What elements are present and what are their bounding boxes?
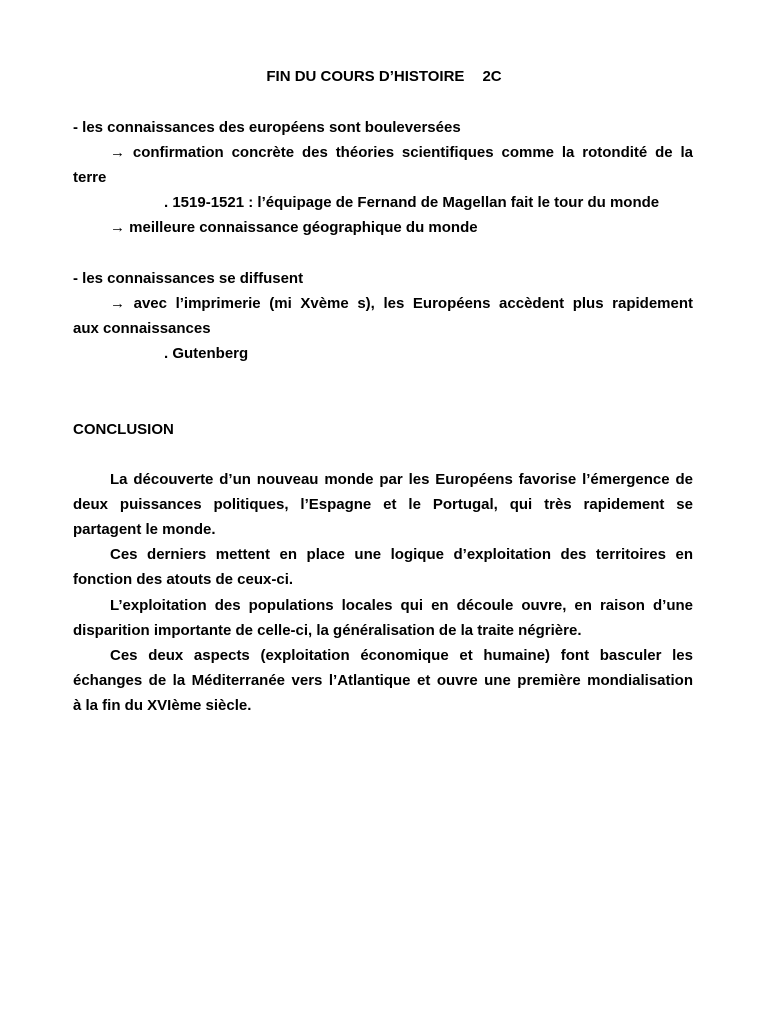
conclusion-p4-line2: échanges de la Méditerranée vers l’Atlantique et ouvre une première mondialisation [73,672,693,689]
conclusion-p1-line2: deux puissances politiques, l’Espagne et le Portugal, qui très rapidement se [73,496,693,513]
class-code: 2C [482,68,502,85]
conclusion-p2-line2: fonction des atouts de ceux-ci. [73,571,294,588]
section2-heading: - les connaissances se diffusent [73,270,304,287]
section1-arrow1-line2: terre [73,169,107,186]
conclusion-p3-line2: disparition importante de celle-ci, la généralisation de la traite négrière. [73,622,582,639]
page-title [0,64,768,89]
title-text: FIN DU COURS D’HISTOIRE [266,68,465,85]
section1-heading: - les connaissances des européens sont bouleversées [73,119,461,136]
section2-sub1: . Gutenberg [164,345,249,362]
section1-arrow1-line1: → confirmation concrète des théories scientifiques comme la rotondité de la [110,144,693,161]
conclusion-p1-line1: La découverte d’un nouveau monde par les Européens favorise l’émergence de [110,471,693,488]
section1-sub1: . 1519-1521 : l’équipage de Fernand de Magellan fait le tour du monde [164,194,660,211]
conclusion-p1-line3: partagent le monde. [73,521,216,538]
section2-arrow1-line1: → avec l’imprimerie (mi Xvème s), les Européens accèdent plus rapidement [110,295,693,312]
conclusion-p4-line3: à la fin du XVIème siècle. [73,697,252,714]
conclusion-p3-line1: L’exploitation des populations locales qui en découle ouvre, en raison d’une [110,597,693,614]
section2-arrow1-line2: aux connaissances [73,320,211,337]
conclusion-heading: CONCLUSION [73,421,174,438]
conclusion-p2-line1: Ces derniers mettent en place une logique d’exploitation des territoires en [110,546,693,563]
section1-arrow2: → meilleure connaissance géographique du monde [110,219,478,236]
conclusion-p4-line1: Ces deux aspects (exploitation économique et humaine) font basculer les [110,647,693,664]
